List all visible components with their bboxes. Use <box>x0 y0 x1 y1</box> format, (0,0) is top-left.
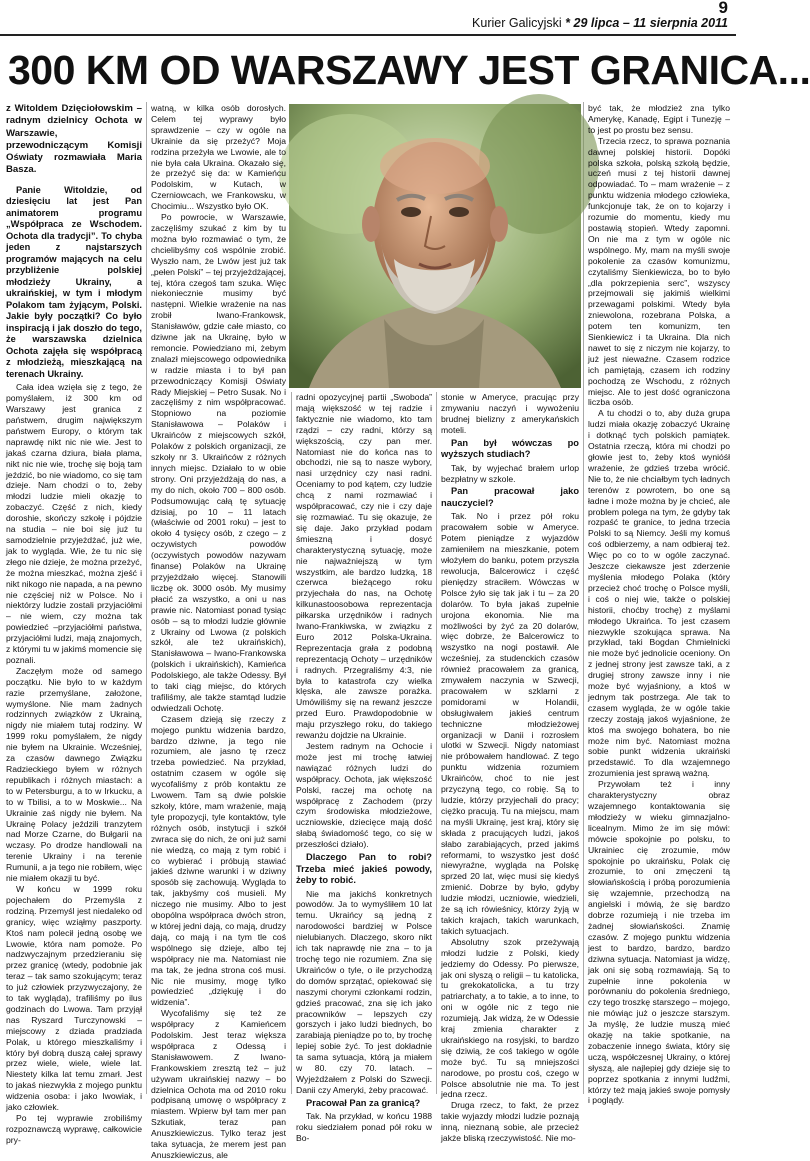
running-head <box>472 16 728 30</box>
answer-paragraph: Po tej wyprawie zrobiliśmy rozpoznawczą wyprawę, całkowicie pry- <box>6 1113 142 1145</box>
column-divider <box>291 392 292 1094</box>
body-paragraph: Tak, by wyjechać brałem urlop bezpłatny w szkole. <box>441 462 579 484</box>
body-paragraph: Przywołam też i inny charakterystyczny obraz wzajemnego kontaktowania się młodzieży w wieku gimnazjalno-licealnym. Mimo że im się mówi: mówcie spokojnie po polsku, to Ukrainiec cię zrozumie, mów spokojnie po ukraińsku, Polak cię zrozumie, to oni zmęczeni tą słowiańskością i próbą porozumienia się wzajemnie, przechodzą na angielski i mówią, że się bardzo dobrze rozumieją i nie trzeba im żadnej słowiańskości. Znamię czasów. Z mojego punktu widzenia jest to bardzo, bardzo, bardzo dziwna sytuacja. Natomiast ja widzę, jak oni się sobą rozmawiają. Są to zupełnie inne pokolenia w porównaniu do pokolenia średniego, czy tego troszkę starszego – mojego, nie mówiąc już o jeszcze starszym. Ja myślę, że ludzie muszą mieć okazję na takie spotkanie, na zobaczenie innego świata, który się uczą, współczesnej Ukrainy, o której słyszą, ale najlepiej gdy dzieje się to poprzez spotkania z innymi ludźmi, którzy też mają jakieś swoje pomysły i poglądy. <box>588 779 730 1106</box>
body-paragraph: radni opozycyjnej partii „Swoboda” mają większość w tej radzie i faktycznie nie wiadomo, kto tam rządzi – czy radni, którzy są większością, czy pan mer. Natomiast nie do końca nas to obchodzi, nie są to nasze wybory, nasi urzędnicy czy nasi radni. Oceniamy to pod kątem, czy ludzie chcą z nami rozmawiać i współpracować, czy nie i czy daje się rozmawiać. Tu się okazuje, że się daje. Jako przykład podam śmieszną i dosyć charakterystyczną sytuację, może nie najważniejszą w tym wszystkim, ale bardzo ludzką, 18 czerwca bieżącego roku przyjechała do nas, na Ochotę kilkunastoosobowa reprezentacja piłkarska urzędników i radnych Iwano-Frankiwska, w związku z Euro 2012 Polska-Ukraina. Reprezentacja grała z podobną reprezentacją Ochoty – urzędników i radnych. Przegraliśmy 4:3, nie była to katastrofa czy wielka klęska, ale zawsze porażka. Umówiliśmy się na rewanż jeszcze przed Euro. Prawdopodobnie w maju przyszłego roku, do takiego rewanżu dojdzie na Ukrainie. <box>296 392 432 741</box>
question: Pan pracował jako nauczyciel? <box>441 486 579 508</box>
portrait-photo <box>289 104 581 388</box>
header-rule <box>0 34 736 36</box>
article-column-3 <box>296 392 432 1144</box>
answer-paragraph: W końcu w 1999 roku pojechałem do Przemyśla z rodziną. Przemyśl jest niedaleko od granicy, więc wziąłmy paszporty. Ktoś nam polecił jedną osobę we Lwowie, która nam pomoże. Po nadzwyczajnym przedzieraniu się przez granicę (wtedy, podobnie jak teraz – tak samo szokującym; teraz to już człowiek przyzwyczajony, że to tak wygląda), trafiliśmy po ilus godzinach do Lwowa. Tam przyjął nas Ryszard Turczynowski – miejscowy z dziada pradziada Polak, u którego mieszkaliśmy i który był dobrą duszą całej sprawy przez wiele, wiele, wiele lat. Niestety kilka lat temu zmarł. Jest to jakaś niezwykła z mojego punktu widzenia osoba: i jako Iwowiak, i jako człowiek. <box>6 883 142 1113</box>
column-divider <box>436 392 437 1094</box>
body-paragraph: Jestem radnym na Ochocie i może jest mi trochę łatwiej nawiązać różnych ludzi do współpracy. Ochota, jak większość Polski, raczej ma ochotę na współpracę z Zachodem (przy czym środowiska młodzieżowe, uczniowskie, dziecięce mają dość słabą świadomość tego, co się w przeszłości działo). <box>296 741 432 850</box>
article-title: 300 KM OD WARSZAWY JEST GRANICA... <box>8 47 810 93</box>
answer-paragraph: Cała idea wzięła się z tego, że pomyślałem, iż 300 km od Warszawy jest granica z państwem, drugim największym państwem Europy, o którym tak naprawdę nikt nic nie wie. Jest to jakaś czarna dziura, biała plama, nikt nic nie wie, trochę się boją tam jeździć, bo nie wiadomo, co się tam dzieje. Nam chodzi o to, żeby młodzi ludzie mieli okazję to zobaczyć. Część z nich, kiedy doroshie, skończy szkołę i pójdzie na studia – nie boi się już tu samodzielnie przyjeżdżać, już wie, jak to wygląda. Wie, że tu nic się złego nie dzieje, że można przeżyć, że można mieszkać, można zjeść i nikt nikogo nie napada, a na pewno nie częściej niż w Polsce. No i niektórzy ludzie zostali przyjaciółmi – nie wiem, czy można tak powiedzieć –przyjaciółmi państwa, przyjaciółmi ludzi, mają znajomych, z którymi tu w jakimś momencie się poznali. <box>6 382 142 665</box>
column-divider <box>146 102 147 1094</box>
body-paragraph: Po powrocie, w Warszawie, zaczęliśmy szukać z kim by tu można było rozmawiać o tym, że chcielibyśmy coś wspólnie zrobić. Wyszło nam, że Lwów jest już tak „pełen Polski” – tej przyjeżdżającej, tej, która czegoś tam szuka. Więc niekoniecznie musimy być następni. Wielkie wrażenie na nas zrobił Iwano-Frankowsk, Stanisławów, gdzie całe miasto, co dziwne jak na Ukrainę, było w remoncie. Powiedziano mi, żebym znalazł miejscowego odpowiednika w radzie miasta i to był pan przewodniczący Komisji Oświaty Rady Miejskiej – Petro Susak. No i zaczęliśmy z nim współpracować. Stopniowo na poziomie Stanisławowa – Polaków i Ukraińców z miejscowych szkół, Polaków z polskich organizacji, ze szkoły nr 3. Ukraińców z różnych innych miejsc. Działało to w obie strony. Oni przyjeżdżają do nas, a my do nich, około 700 – 800 osób. Podsumowując całą tę sytuację dzisiaj, po 10 – 11 latach (właściwie od 2001 roku) – jest to około 4 tysięcy osób, z czego – z oczywistych powodów (oczywistych powodów nazywam finanse) Polaków na Ukrainę przyjeżdżało więcej. Stanowili liczbę ok. 3000 osób. My musimy płacić za wszystko, a oni u nas prawie nic. Natomiast ponad tysiąc osób – są to młodzi ludzie głównie z Ukrainy od Lwowa (z polskich szkół, ale też ukraińskich), Stanisławowa – Iwano-Frankowska (polskich i ukraińskich), Kamieńca Podolskiego, ale także Odessy. Był to taki ciąg miejsc, do których trafiliśmy, ale także stamtąd ludzie odwiedzali Ochotę. <box>151 212 286 713</box>
body-paragraph: Trzecia rzecz, to sprawa poznania dawnej polskiej historii. Dopóki polska szkoła, polską szkołą będzie, uczeń musi z tej historii dawnej odpowiadać. To – mam wrażenie – z punktu widzenia młodego człowieka, funkcjonuje tak, że on to kojarzy i rozumie do momentu, kiedy mu postawią stopień. Wtedy zapomni. On nie ma z tym w ogóle nic wspólnego. My, mam na myśli swoje pokolenie za czasów komunizmu, czytaliśmy Sienkiewicza, bo to było „dla pokrzepienia serc”, wszyscy przejmowali się jakimiś wielkimi przewagami polskimi. Wtedy była zniewolona, rozebrana Polska, a potem ten komunizm, ten Sienkiewicz i ta Ukraina. Dla nich nawet to się z niczym nie kojarzy, to już jest niewaźne. Czasem rodzice ich pamiętają, czasem ich rodziny pochodzą ze Wschodu, z różnych miejsc. Ale to jest dość ograniczona liczba osób. <box>588 135 730 408</box>
body-paragraph: Druga rzecz, to fakt, że przez takie wyjazdy młodzi ludzie poznają inną, nieznaną sobie, ale przecież jakże bliską rzeczywistość. Nie mo- <box>441 1100 579 1144</box>
issue-dates: 29 lipca – 11 sierpnia 2011 <box>573 16 728 30</box>
publication-name: Kurier Galicyjski <box>472 16 562 30</box>
question: Pracował Pan za granicą? <box>306 1097 421 1108</box>
body-paragraph: być tak, że młodzież zna tylko Amerykę, Kanadę, Egipt i Tunezję – to jest po prostu bez sensu. <box>588 103 730 135</box>
body-paragraph: Wycofaliśmy się też ze współpracy z Kamieńcem Podolskim. Jest teraz większa współpraca z Odessą i Stanisławowem. Z Iwano-Frankowskiem zresztą też – już używam ukraińskiej nazwy – bo dzielnica Ochota ma od 2010 roku podpisaną umowę o współpracy z miastem. Wpierw był tam mer pan Szkutiak, teraz pan Anuszkiewiczus. Tylko teraz jest taka sytuacja, że merem jest pan Anuszkiewiczus, ale <box>151 1008 286 1160</box>
page-header <box>0 0 736 36</box>
body-paragraph: stonie w Ameryce, pracując przy zmywaniu naczyń i wywożeniu brudnej bielizny z amerykańskich moteli. <box>441 392 579 435</box>
article-column-4 <box>441 392 579 1144</box>
body-paragraph: Czasem dzieją się rzeczy z mojego punktu widzenia bardzo, bardzo dziwne, ja tego nie rozumiem, ale jasno tę rzecz trzeba powiedzieć. Na przykład, ostatnim czasem w ogóle się wycofaliśmy z prób kontaktu ze Lwowem. Tam są dwie polskie szkoły, które, mam wrażenie, mają tyle propozycji, tyle kontaktów, tyle różnych osób, instytucji i szkół zwraca się do nich, że oni już sami nie wiedzą, co mają z tym robić i co wybierać i próbują stawiać jakieś dziwne warunki i w dziwny sposób się zachowują. Wygląda to tak, jakbyśmy coś musieli. My niczego nie musimy. Albo to jest obopólna współpraca dwóch stron, w której jedni dają, co mają, drudzy dają, co mają i na tym tle coś wspólnego się dzieje, albo tej współpracy nie ma. Natomiast nie ma tak, że jedna strona coś musi. Nic nie musimy, mogę tylko powiedzieć „dziękuję i do widzenia”. <box>151 713 286 1008</box>
column-divider <box>583 102 584 1094</box>
article-column-5 <box>588 103 730 1106</box>
body-paragraph: Tak. No i przez pół roku pracowałem sobie w Ameryce. Potem pieniądze z wyjazdów zamieniłem na mieszkanie, potem włożyłem do banku, potem przyszła rewolucja, Balcerowicz i część pieniędzy straciłem. Wówczas w Polsce żyło się tak jak i tu – za 20 dolarów. To była jakaś zupełnie urojona ekonomia. Nie ma możliwości by żyć za 20 dolarów, więc dobrze, że Balcerowicz to wszystko na nogi postawił. Ale wcześniej, za studenckich czasów również pracowałem za granicą, zmywałem naczynia w Szwecji, pracowałem w szklarni z pomidorami w Holandii, obsługiwałem jakieś centrum techniczne młodzieżowej organizacji w Danii i rozrosłem ulotki w Szwecji. Nigdy natomiast nie próbowałem handlować. Z tego punktu widzenia rozumiem Ukraińców, choć to nie jest przyczyną tego, co robię. Są to ludzie, którzy przyjechali do pracy; ciężko pracują. Tu na miejscu, mam na myśli Ukrainę, jest kraj, który się składa z pracujących ludzi, jakoś słabo zarabiających, przed jakimś reformami, to wszystko jest dość niewyraźne, wygląda na Polskę sprzed 20 lat, więc musi się kiedyś zmienić. Dobrze by było, gdyby ludzie młodzi, uczniowie, wiedzieli, że są ich rówieśnicy, którzy żyją w takich krajach, takich warunkach, takich sytuacjach. <box>441 511 579 936</box>
body-paragraph: Nie ma jakichś konkretnych powodów. Ja to wymyśliłem 10 lat temu. Ukraińcy są jedną z narodowości bardziej w Polsce nielubianych. Dlaczego, skoro nikt ich tak naprawdę nie zna – to ja trochę tego nie rozumiem. Zna się Ukraińców o tyle, o ile przychodzą do domów sprzątać, opiekować się naszymi chorymi członkami rodzin, gdzieś pracować, zna się ich jako pracowników – lepszych czy gorszych i jako ludzi biednych, bo zarabiają pieniądze po to, by trochę lepiej sobie żyć. To jest dokładnie ta sama sytuacja, którą ja miałem w 80. czy 70. latach. – Wyjeżdżałem z Polski do Szwecji. Danii czy Ameryki, żeby pracować. <box>296 888 432 1095</box>
question: Dlaczego Pan to robi? Trzeba mieć jakieś powody, żeby to robić. <box>296 852 432 886</box>
article-intro: z Witoldem Dzięciołowskim – radnym dzielnicy Ochota w Warszawie, przewodniczącym Komisji Oświaty rozmawiała Maria Basza. <box>6 103 142 176</box>
running-head-separator: * <box>565 16 571 30</box>
page-number: 9 <box>718 0 728 17</box>
answer-paragraph: Zaczęłym może od samego początku. Nie było to w każdym razie przemyślane, założone, wymyślone. Nie mam żadnych rodzinnych związków z Ukrainą, nigdy nie miałem tutaj rodziny. W 1999 roku pomyślałem, że nigdy nie byłem na Ukrainie. Wcześniej, za czasów dawnego Związku Radzieckiego byłem w różnych republikach i różnych miastach: a to w Petersburgu, a to w Irkucku, a to w Tbilisi, a to w Moskwie... Na Ukrainie zaś nigdy nie byłem. Na Ukrainę Polacy jeździli tranzytem nad Morze Czarne, do Bułgarii na wczasy. Po drodze handlowali na terenie Ukrainy i na terenie Rumunii, a ja tego nie robiłem, więc nie miałem okazji tu być. <box>6 665 142 884</box>
body-paragraph: Tak. Na przykład, w końcu 1988 roku siedziałem ponad pół roku w Bo- <box>296 1111 432 1144</box>
question: Pan był wówczas po wyższych studiach? <box>441 437 579 460</box>
article-column-2 <box>151 103 286 1160</box>
question: Panie Witoldzie, od dziesięciu lat jest Pan animatorem programu „Współpraca ze Wschodem. Ochota dla tradycji”. To chyba jeden z najstarszych programów mających na celu przybliżenie polskiej młodzieży Ukrainy, a ukraińskiej, w tym i młodym Polakom tam żyjącym, Polski. Jakie były początki? Co było inspiracją i jak doszło do tego, że warszawska dzielnica Ochota zajęła się współpracą z młodzieżą, mieszkającą na terenach Ukrainy. <box>6 184 142 379</box>
body-paragraph: watną, w kilka osób dorosłych. Celem tej wyprawy było sprawdzenie – czy w ogóle na Ukrainie da się przeżyć? Moja rodzina przeżyła we Lwowie, ale to nie była cała Ukraina. Okazało się, że przeżyć się da: w Kamieńcu Podolskim, w Kutach, w Czerniowcach, we Frankowsku, w Chocimiu... Wszystko było OK. <box>151 103 286 212</box>
body-paragraph: A tu chodzi o to, aby duża grupa ludzi miała okazję zobaczyć Ukrainę i dotknąć tych polskich pamiątek. Ostatnia rzeczą, która mi chodzi po głowie jest to, żeby ktoś wynióśł wrażenie, że gdzieś trzeba wrócić. Nie to, że nie chciałbym tych ładnych terenów z powrotem, bo one są ładne i może można by je chcieć, ale problem polega na tym, że gdyby tak rozpaść te granice, to jedna trzecia Polski to są Niemcy. Jeśli my komuś coś odbierzemy, a nam odbieraj też. Więc po co to w ogóle zaczynać. Jeszcze ciekawsze jest zderzenie myślenia młodego Polaka (który przecież choć trochę o Polsce myśli, i coś o niej wie, także o polskiej historii, choćby trochę) z myślami młodego Ukraińca. To jest czasem niezwykle szokująca sprawa. Na przykład, taki Bogdan Chmielnicki nie może być jednolicie oceniony. On z jednej strony jest zawsze taki, a z drugiej strony zawsze inny i nie może być wyjaśniony, a ktoś w jednym tak postrzega. Ale tak to czasem wygląda, że w ogóle takie rzeczy zostają jakoś wyjaśnione, że ktoś ma swojego bohatera, bo nie może nim być. Natomiast można sobie punkt widzenia ukraiński przedstawić. To dla wzajemnego zrozumienia jest sprawą ważną. <box>588 408 730 779</box>
body-paragraph: Absolutny szok przeżywają młodzi ludzie z Polski, kiedy jedziemy do Odessy. Po pierwsze, jak oni slyszą o religii – tu katolicka, tu grekokatolicka, a tu trzy patriarchaty, a to takie, a to inne, to oni w ogóle nic z tego nie rozumieją. Jak widzą, że w Odessie kraj zmienia charakter z ukraińskiego na rosyjski, to bardzo się dziwią, że coś takiego w ogóle może być. Tu są mniejszości narodowe, po prostu coś, czego w Polsce absolutnie nie ma. To jest jedna rzecz. <box>441 936 579 1100</box>
article-column-1 <box>6 103 142 1145</box>
portrait-image <box>289 104 581 388</box>
